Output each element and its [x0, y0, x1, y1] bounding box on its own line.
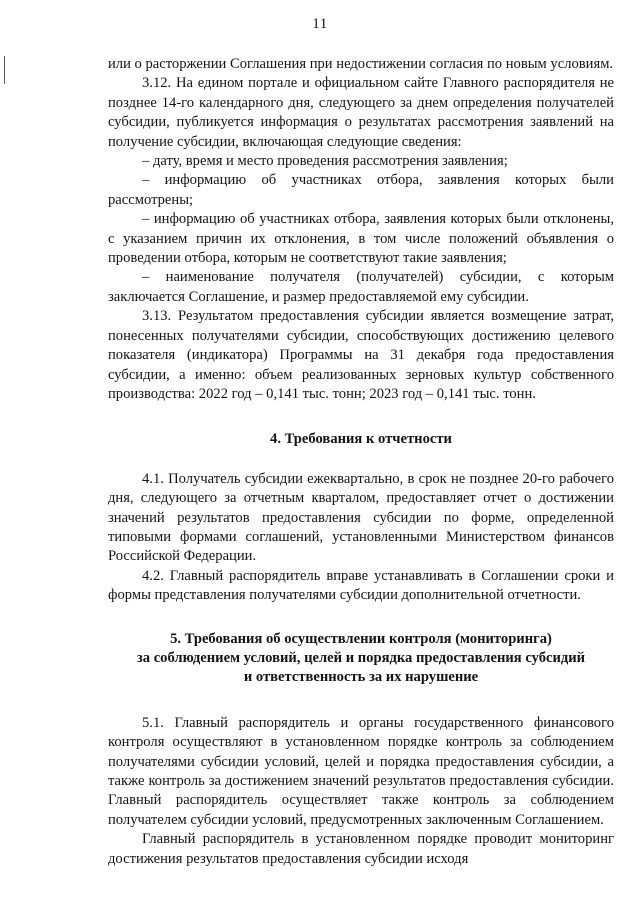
paragraph-3-12: 3.12. На едином портале и официальном сайте Главного распорядителя не позднее 14-го календарного дня, следующего за днем определения получателей субсидии, публикуется информация о результатах рассмотрения заявлений на получение субсидии, включающая следующие сведения: — [108, 75, 614, 150]
paragraph-4-2: 4.2. Главный распорядитель вправе устанавливать в Соглашении сроки и формы представления получателями субсидии дополнительной отчетности. — [108, 567, 614, 604]
section-5-heading — [108, 630, 614, 688]
paragraph-5-1: 5.1. Главный распорядитель и органы государственного финансового контроля осуществляют в установленном порядке контроль за соблюдением получателями субсидии условий, целей и порядка предоставления субсидии, а также контроль за достижением значений результатов предоставления субсидии. Главный распорядитель осуществляет также контроль за соблюдением получателем субсидии условий, предусмотренных заключенным Соглашением. — [108, 714, 614, 828]
section-4-heading: 4. Требования к отчетности — [270, 431, 452, 448]
list-item-date-time-place: – дату, время и место проведения рассмотрения заявления; — [142, 153, 508, 170]
section-5-heading-line-3: и ответственность за их нарушение — [243, 669, 479, 686]
list-item-participants-reviewed: – информацию об участниках отбора, заявления которых были рассмотрены; — [108, 172, 614, 208]
page-number: 11 — [312, 16, 328, 32]
paragraph-3-13: 3.13. Результатом предоставления субсидии является возмещение затрат, понесенных получателями субсидии, способствующих достижению целевого показателя (индикатора) Программы на 31 декабря года предоставления субсидии, а именно: объем реализованных зерновых культур собственного производства: 2022 год – 0,141 тыс. тонн; 2023 год – 0,141 тыс. тонн. — [108, 308, 614, 402]
list-item-participants-rejected: – информацию об участниках отбора, заявления которых были отклонены, с указанием причин их отклонения, в том числе положений объявления о проведении отбора, которым не соответствуют такие заявления; — [108, 211, 614, 267]
list-item-recipient-name: – наименование получателя (получателей) субсидии, с которым заключается Соглашение, и размер предоставляемой ему субсидии. — [108, 269, 614, 305]
page-edge-mark — [4, 56, 5, 84]
paragraph-4-1: 4.1. Получатель субсидии ежеквартально, в срок не позднее 20-го рабочего дня, следующего за отчетным кварталом, предоставляет отчет о достижении значений результатов предоставления субсидии по форме, определенной типовыми формами соглашений, установленными Министерством финансов Российской Федерации. — [108, 470, 614, 565]
section-5-heading-line-2: за соблюдением условий, целей и порядка предоставления субсидий — [136, 649, 586, 666]
paragraph-monitoring: Главный распорядитель в установленном порядке проводит мониторинг достижения результатов предоставления субсидии исходя — [108, 831, 614, 867]
document-body — [108, 55, 614, 869]
paragraph-continuation: или о расторжении Соглашения при недостижении согласия по новым условиям. — [108, 56, 614, 72]
section-5-heading-line-1: 5. Требования об осуществлении контроля (мониторинга) — [170, 630, 552, 647]
